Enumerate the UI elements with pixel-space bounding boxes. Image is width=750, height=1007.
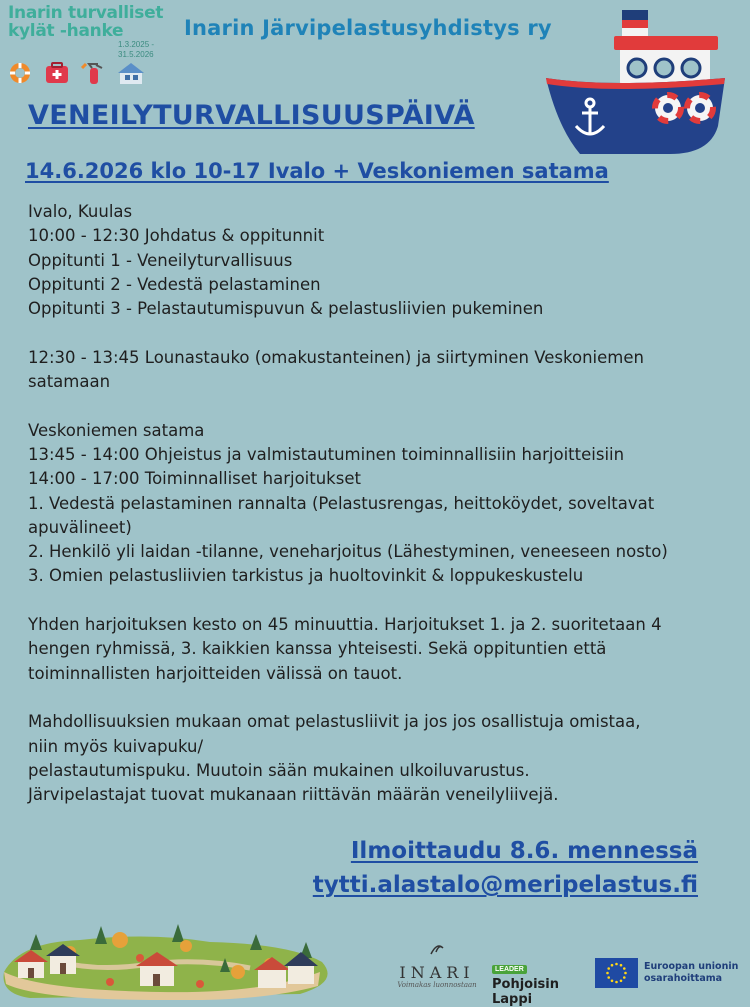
program-line: 14:00 - 17:00 Toiminnalliset harjoitukset bbox=[28, 469, 361, 489]
program-line: 1. Vedestä pelastaminen rannalta (Pelastusrengas, heittoköydet, soveltavat bbox=[28, 493, 655, 513]
eu-funding-text: Euroopan unionin osarahoittama bbox=[644, 961, 739, 984]
program-line: 12:30 - 13:45 Lounastauko (omakustanteinen) ja siirtyminen Veskoniemen bbox=[28, 347, 644, 367]
ship-illustration bbox=[540, 8, 740, 158]
program-line: 3. Omien pelastusliivien tarkistus ja huoltovinkit & loppukeskustelu bbox=[28, 566, 584, 586]
program-line: 10:00 - 12:30 Johdatus & oppitunnit bbox=[28, 226, 325, 246]
leader-tag: LEADER bbox=[492, 965, 527, 974]
program-line: niin myös kuivapuku/ bbox=[28, 736, 204, 756]
program-line: Oppitunti 2 - Vedestä pelastaminen bbox=[28, 274, 321, 294]
program-text bbox=[28, 200, 744, 807]
leader-logo bbox=[492, 958, 592, 1007]
house-icon bbox=[118, 63, 144, 84]
hanke-logo bbox=[8, 4, 178, 86]
first-aid-kit-icon bbox=[46, 63, 68, 83]
program-line: 2. Henkilö yli laidan -tilanne, veneharjoitus (Lähestyminen, veneeseen nosto) bbox=[28, 542, 668, 562]
signup-deadline: Ilmoittaudu 8.6. mennessä bbox=[350, 838, 698, 864]
paragraph-gap bbox=[28, 394, 744, 418]
signup-block bbox=[313, 834, 698, 902]
program-line: 13:45 - 14:00 Ohjeistus ja valmistautuminen toiminnallisiin harjoitteisiin bbox=[28, 444, 625, 464]
eu-flag-icon bbox=[595, 958, 638, 988]
event-title: VENEILYTURVALLISUUSPÄIVÄ bbox=[28, 100, 475, 131]
lifebuoy-icon bbox=[687, 95, 713, 121]
event-date: 14.6.2026 klo 10-17 Ivalo + Veskoniemen satama bbox=[25, 159, 609, 183]
hanke-title-line2: kylät -hanke bbox=[8, 21, 124, 41]
paragraph-gap bbox=[28, 321, 744, 345]
inari-logo bbox=[392, 940, 482, 995]
organization-name: Inarin Järvipelastusyhdistys ry bbox=[184, 16, 552, 40]
inari-swirl-icon bbox=[427, 940, 447, 956]
paragraph-gap bbox=[28, 686, 744, 710]
program-line: Ivalo, Kuulas bbox=[28, 202, 133, 221]
program-line: hengen ryhmissä, 3. kaikkien kanssa yhteisesti. Sekä oppituntien että bbox=[28, 639, 607, 659]
lifebuoy-icon bbox=[655, 95, 681, 121]
program-line: Mahdollisuuksien mukaan omat pelastusliivit ja jos jos osallistuja omistaa, bbox=[28, 712, 641, 732]
program-line: Oppitunti 3 - Pelastautumispuvun & pelastusliivien pukeminen bbox=[28, 299, 544, 319]
program-line: Oppitunti 1 - Veneilyturvallisuus bbox=[28, 250, 293, 270]
eu-logo bbox=[595, 958, 745, 994]
hanke-dates: 1.3.2025 - 31.5.2026 bbox=[118, 40, 155, 59]
hanke-title-line1: Inarin turvalliset bbox=[8, 3, 164, 23]
program-line: Veskoniemen satama bbox=[28, 420, 205, 440]
signup-email-link[interactable]: tytti.alastalo@meripelastus.fi bbox=[312, 872, 698, 898]
inari-name: INARI bbox=[399, 963, 475, 982]
fire-extinguisher-icon bbox=[82, 64, 102, 84]
program-line: Yhden harjoituksen kesto on 45 minuuttia. Harjoitukset 1. ja 2. suoritetaan 4 bbox=[28, 615, 662, 635]
program-line: satamaan bbox=[28, 372, 111, 392]
paragraph-gap bbox=[28, 589, 744, 613]
leader-name: Pohjoisin Lappi bbox=[492, 977, 560, 1007]
hanke-icons bbox=[8, 60, 158, 86]
program-line: pelastautumispuku. Muutoin sään mukainen ulkoiluvarustus. bbox=[28, 760, 530, 780]
program-line: apuvälineet) bbox=[28, 517, 132, 537]
village-illustration bbox=[0, 902, 340, 1000]
inari-slogan: Voimakas luonnostaan bbox=[397, 981, 477, 989]
lifebuoy-icon bbox=[10, 63, 30, 83]
program-line: toiminnallisten harjoitteiden välissä on tauot. bbox=[28, 663, 403, 683]
program-line: Järvipelastajat tuovat mukanaan riittävän määrän veneilyliivejä. bbox=[28, 785, 559, 805]
